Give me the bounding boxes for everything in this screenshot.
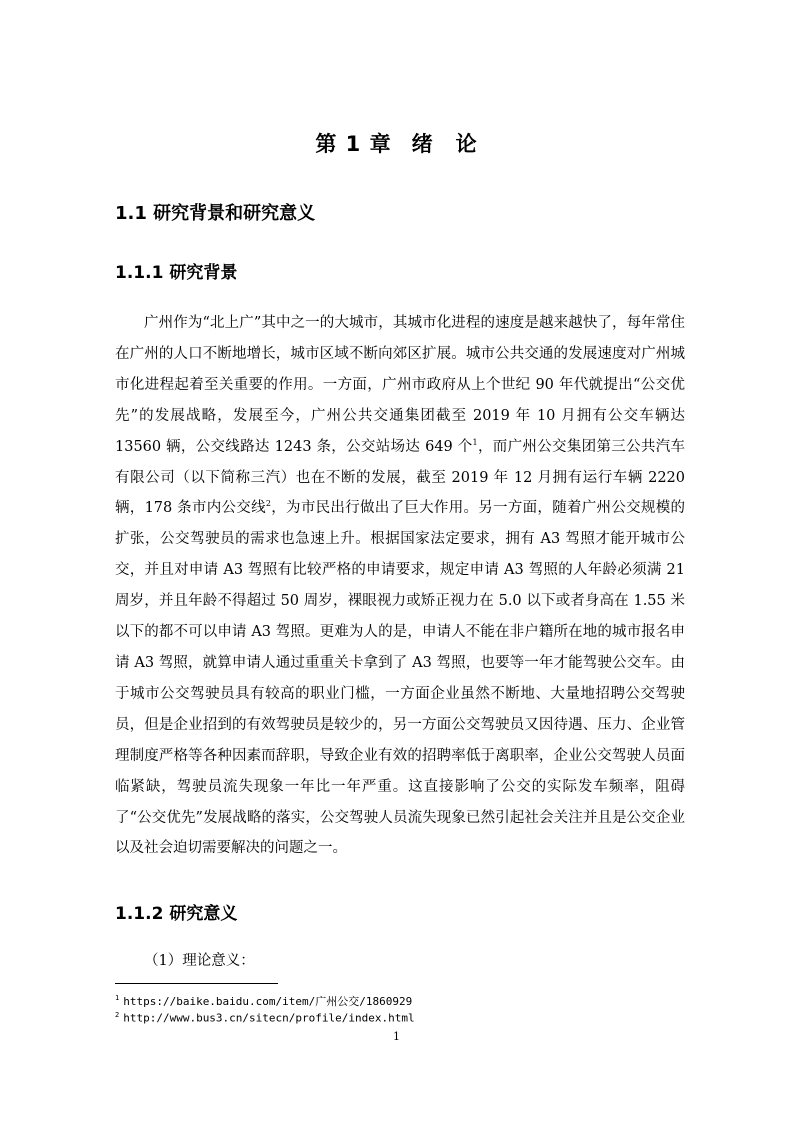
footnote-2-number: 2 — [115, 1011, 120, 1019]
chapter-title — [0, 128, 793, 158]
paragraph-text-1: 广州作为“北上广”其中之一的大城市，其城市化进程的速度是越来越快了，每年常住在广州的人口不断地增长，城市区域不断向郊区扩展。城市公共交通的发展速度对广州城市化进程起着至关重要的作用。一方面，广州市政府从上个世纪 90 年代就提出“公交优先”的发展战略，发展至今，广州公共交通集团截至 2019 年 10 月拥有公交车辆达 13560 辆，公交线路达 1243 条，公交站场达 649 个 — [115, 315, 685, 455]
footnote-2-link[interactable]: http://www.bus3.cn/sitecn/profile/index.html — [123, 1011, 415, 1025]
subsection-heading-background: 1.1.1 研究背景 — [115, 263, 238, 283]
chapter-name: 绪 论 — [411, 132, 478, 156]
footnote-1-number: 1 — [115, 994, 120, 1003]
footnote-ref-2[interactable]: 2 — [265, 499, 271, 509]
footnote-1 — [115, 993, 412, 1009]
paragraph-text-3: ，为市民出行做出了巨大作用。另一方面，随着广州公交规模的扩张，公交驾驶员的需求也急速上升。根据国家法定要求，拥有 A3 驾照才能开城市公交，并且对申请 A3 驾照有比较严格的申请要求，规定申请 A3 驾照的人年龄必须满 21 周岁，并且年龄不得超过 50 周岁，裸眼视力或矫正视力在 5.0 以下或者身高在 1.55 米以下的都不可以申请 A3 驾照。更难为人的是，申请人不能在非户籍所在地的城市报名申请 A3 驾照，就算申请人通过重重关卡拿到了 A3 驾照，也要等一年才能驾驶公交车。由于城市公交驾驶员具有较高的职业门槛，一方面企业虽然不断地、大量地招聘公交驾驶员，但是企业招到的有效驾驶员是较少的，另一方面公交驾驶员又因待遇、压力、企业管理制度严格等各种因素而辞职，导致企业有效的招聘率低于离职率，企业公交驾驶人员面临紧缺，驾驶员流失现象一年比一年严重。这直接影响了公交的实际发车频率，阻碍了“公交优先”发展战略的落实，公交驾驶人员流失现象已然引起社会关注并且是公交企业以及社会迫切需要解决的问题之一。 — [115, 500, 685, 857]
footnote-divider — [115, 983, 278, 984]
body-paragraph — [115, 308, 685, 864]
footnote-1-link[interactable]: https://baike.baidu.com/item/广州公交/1860929 — [123, 995, 413, 1008]
chapter-number: 第 1 章 — [315, 132, 392, 156]
footnote-2 — [115, 1011, 415, 1025]
footnote-ref-1[interactable]: 1 — [472, 437, 478, 447]
paragraph-text-2: ，而广州公交集团第三公共汽车有限公司（以下简称三汽）也在不断的发展，截至 2019 年 12 月拥有运行车辆 2220 辆，178 条市内公交线 — [115, 438, 686, 517]
page-number: 1 — [393, 1030, 400, 1043]
section-heading: 1.1 研究背景和研究意义 — [115, 203, 316, 224]
list-item-theory: （1）理论意义： — [144, 953, 255, 969]
subsection-heading-significance: 1.1.2 研究意义 — [115, 904, 238, 924]
